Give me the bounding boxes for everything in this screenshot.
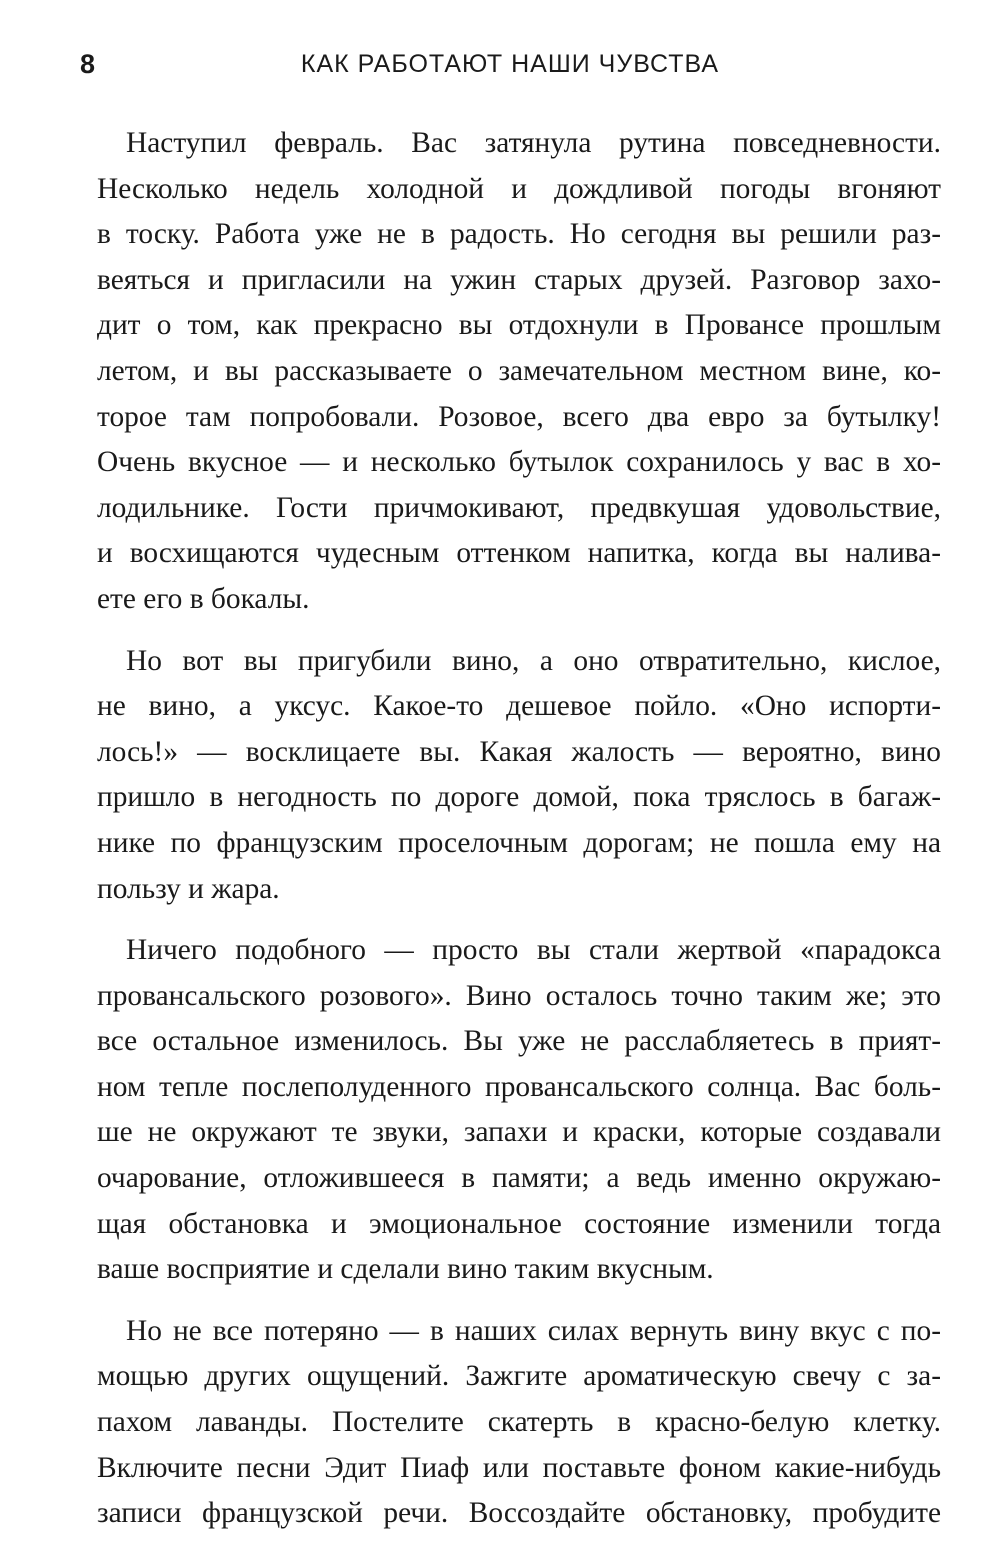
- body-text: [97, 121, 941, 1553]
- text-line: нике по французским проселочным дорогам; не пошла ему на: [97, 826, 941, 859]
- text-line: в тоску. Работа уже не в радость. Но сегодня вы решили раз-: [97, 218, 941, 251]
- page-header: [0, 44, 1000, 84]
- text-line: все остальное изменилось. Вы уже не расслабляетесь в прият-: [97, 1025, 941, 1058]
- text-line: пользу и жара.: [97, 872, 280, 905]
- text-line: Очень вкусное — и несколько бутылок сохранилось у вас в хо-: [97, 446, 941, 479]
- text-line: Но вот вы пригубили вино, а оно отвратительно, кислое,: [126, 644, 941, 677]
- text-line: веяться и пригласили на ужин старых друзей. Разговор захо-: [97, 263, 941, 296]
- paragraph-2: [97, 639, 941, 913]
- text-line: очарование, отложившееся в памяти; а ведь именно окружаю-: [97, 1162, 941, 1195]
- text-line: щая обстановка и эмоциональное состояние изменили тогда: [97, 1207, 941, 1240]
- text-line: Ничего подобного — просто вы стали жертвой «парадокса: [126, 934, 941, 967]
- text-line: Включите песни Эдит Пиаф или поставьте фоном какие-нибудь: [97, 1451, 941, 1484]
- text-line: мощью других ощущений. Зажгите ароматическую свечу с за-: [97, 1360, 941, 1393]
- paragraph-1: [97, 121, 941, 623]
- text-line: Наступил февраль. Вас затянула рутина повседневности.: [126, 127, 941, 159]
- text-line: Несколько недель холодной и дождливой погоды вгоняют: [97, 172, 941, 205]
- text-line: лодильнике. Гости причмокивают, предвкушая удовольствие,: [97, 491, 941, 524]
- text-line: провансальского розового». Вино осталось точно таким же; это: [97, 979, 941, 1012]
- text-line: торое там попробовали. Розовое, всего два евро за бутылку!: [97, 400, 941, 433]
- text-line: дит о том, как прекрасно вы отдохнули в Провансе прошлым: [97, 309, 941, 342]
- paragraph-4: [97, 1309, 941, 1537]
- text-line: ше не окружают те звуки, запахи и краски, которые создавали: [97, 1116, 941, 1149]
- text-line: ваше восприятие и сделали вино таким вкусным.: [97, 1253, 714, 1286]
- text-line: Но не все потеряно — в наших силах вернуть вину вкус с по-: [126, 1314, 941, 1347]
- text-line: ном тепле послеполуденного провансальского солнца. Вас боль-: [97, 1070, 941, 1103]
- text-line: ете его в бокалы.: [97, 582, 310, 615]
- page-number: 8: [80, 49, 96, 79]
- text-line: пахом лаванды. Постелите скатерть в красно-белую клетку.: [97, 1406, 941, 1439]
- text-line: не вино, а уксус. Какое-то дешевое пойло. «Оно испорти-: [97, 690, 941, 723]
- text-line: лось!» — восклицаете вы. Какая жалость — вероятно, вино: [97, 735, 941, 768]
- text-line: и восхищаются чудесным оттенком напитка, когда вы налива-: [97, 537, 941, 570]
- text-line: летом, и вы рассказываете о замечательном местном вине, ко-: [97, 354, 941, 387]
- text-line: пришло в негодность по дороге домой, пока тряслось в багаж-: [97, 781, 941, 814]
- running-title: КАК РАБОТАЮТ НАШИ ЧУВСТВА: [300, 50, 720, 78]
- paragraph-3: [97, 928, 941, 1293]
- text-line: записи французской речи. Воссоздайте обстановку, пробудите: [97, 1497, 941, 1530]
